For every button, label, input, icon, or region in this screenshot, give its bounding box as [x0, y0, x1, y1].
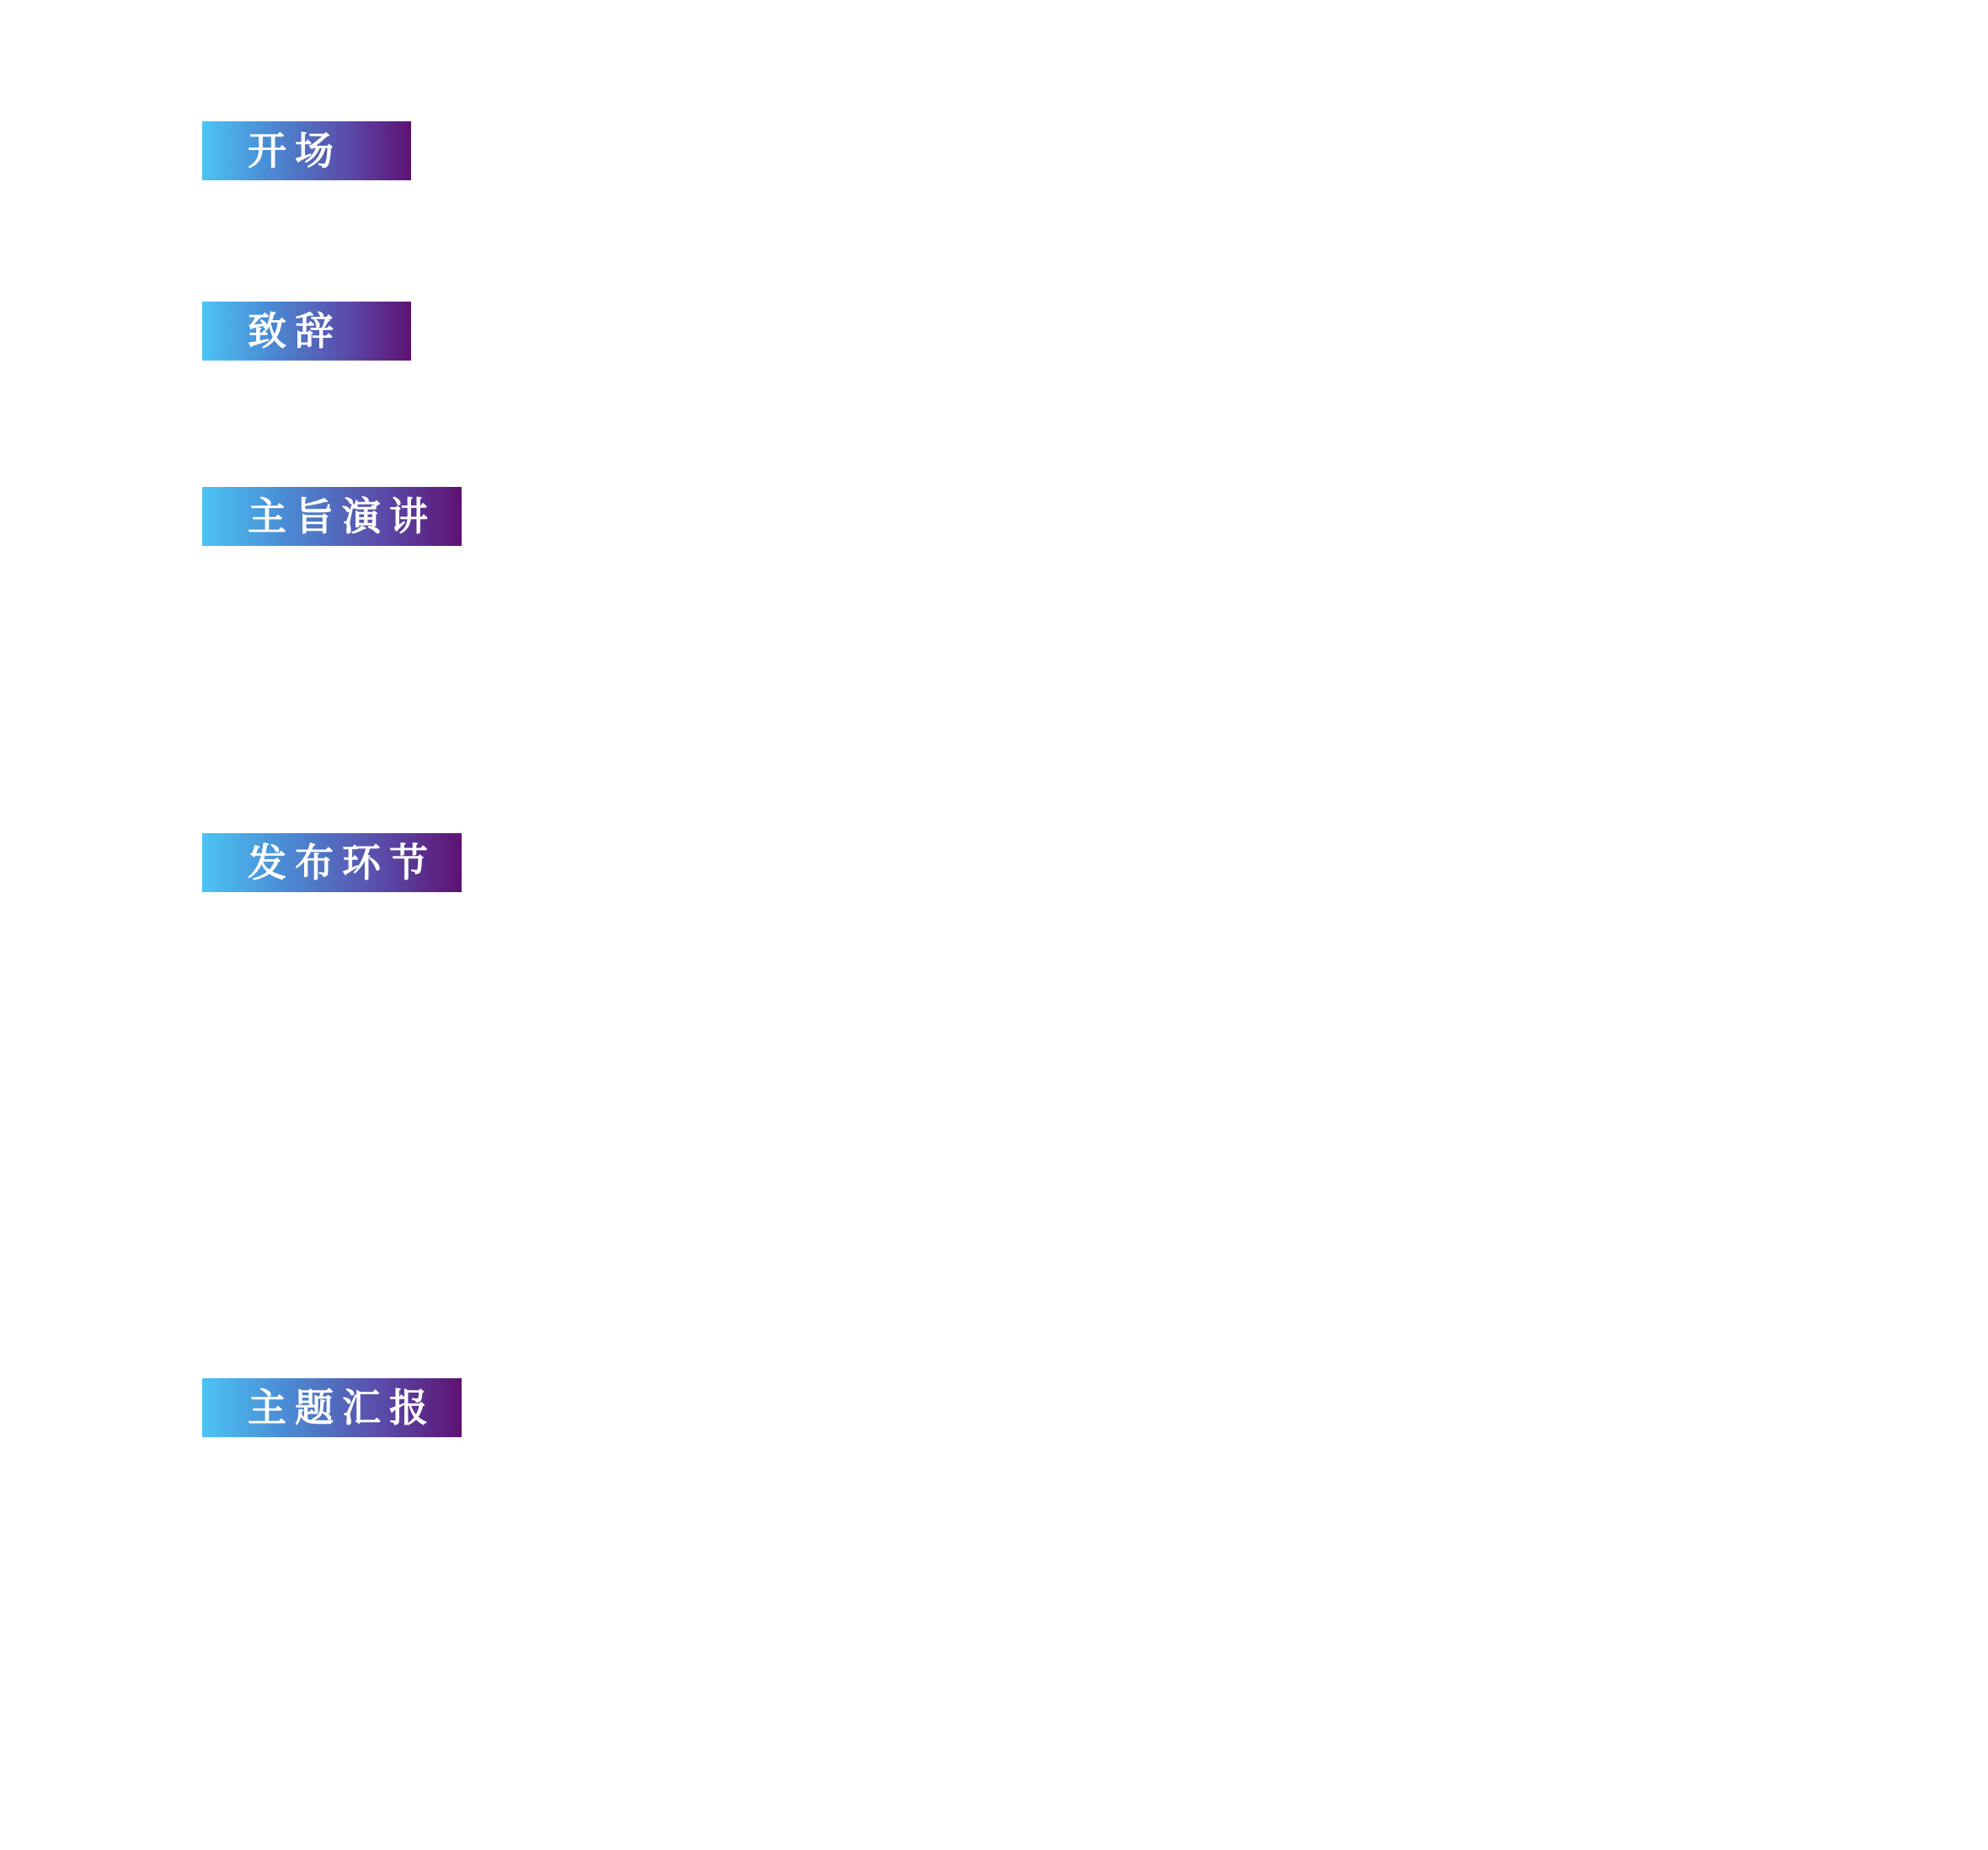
section-header-release [202, 833, 462, 892]
section-header-label: 开场 [248, 128, 342, 174]
section-header-keynote [202, 487, 462, 546]
section-header-label: 主旨演讲 [248, 494, 436, 539]
section-header-label: 主题汇报 [248, 1385, 436, 1430]
section-header-label: 发布环节 [248, 840, 436, 885]
section-header-label: 致辞 [248, 308, 342, 354]
section-header-opening [202, 121, 411, 180]
section-header-address [202, 302, 411, 361]
section-header-theme-report [202, 1378, 462, 1437]
